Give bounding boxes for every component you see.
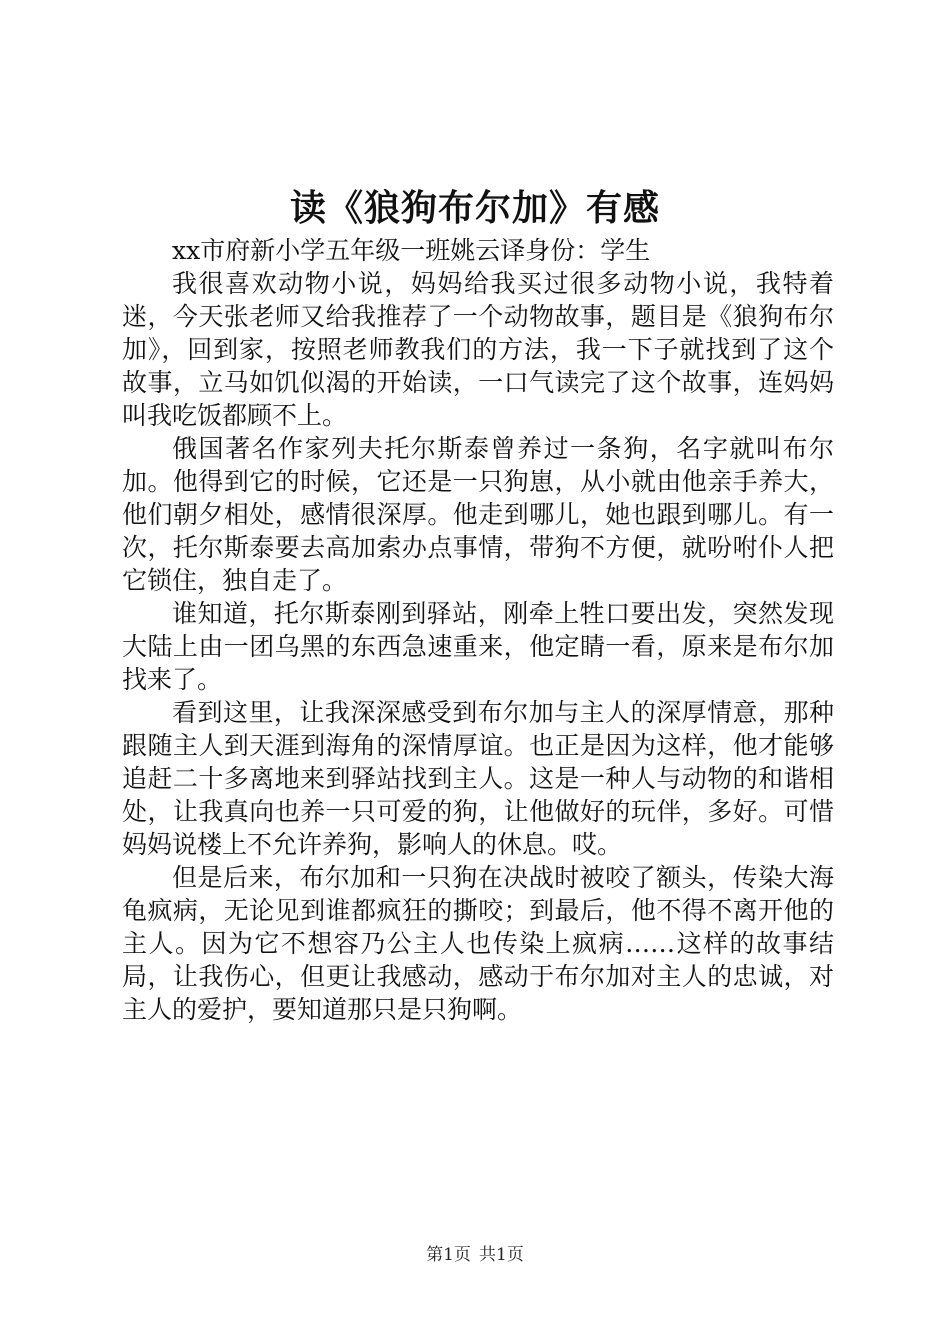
page-number: 第1页 [426, 1245, 471, 1265]
paragraph: 我很喜欢动物小说，妈妈给我买过很多动物小说，我特着迷，今天张老师又给我推荐了一个动物故事，题目是《狼狗布尔加》，回到家，按照老师教我们的方法，我一下子就找到了这个故事，立马如饥似渴的开始读，一口气读完了这个故事，连妈妈叫我吃饭都顾不上。 [122, 269, 834, 430]
document-body [122, 234, 834, 1026]
total-pages: 共1页 [479, 1245, 524, 1265]
author-line: xx市府新小学五年级一班姚云译身份：学生 [172, 236, 651, 265]
document-title: 读《狼狗布尔加》有感 [289, 188, 660, 229]
paragraph: 看到这里，让我深深感受到布尔加与主人的深厚情意，那种跟随主人到天涯到海角的深情厚谊。也正是因为这样，他才能够追赶二十多离地来到驿站找到主人。这是一种人与动物的和谐相处，让我真向也养一只可爱的狗，让他做好的玩伴，多好。可惜妈妈说楼上不允许养狗，影响人的休息。哎。 [122, 698, 834, 859]
paragraph: 谁知道，托尔斯泰刚到驿站，刚牵上牲口要出发，突然发现大陆上由一团乌黑的东西急速重来，他定睛一看，原来是布尔加找来了。 [122, 599, 834, 694]
page-footer [0, 1243, 950, 1267]
paragraph: 但是后来，布尔加和一只狗在决战时被咬了额头，传染大海龟疯病，无论见到谁都疯狂的撕咬；到最后，他不得不离开他的主人。因为它不想容乃公主人也传染上疯病……这样的故事结局，让我伤心，但更让我感动，感动于布尔加对主人的忠诚，对主人的爱护，要知道那只是只狗啊。 [122, 863, 834, 1024]
paragraph: 俄国著名作家列夫托尔斯泰曾养过一条狗，名字就叫布尔加。他得到它的时候，它还是一只狗崽，从小就由他亲手养大，他们朝夕相处，感情很深厚。他走到哪儿，她也跟到哪儿。有一次，托尔斯泰要去高加索办点事情，带狗不方便，就吩咐仆人把它锁住，独自走了。 [122, 434, 834, 595]
